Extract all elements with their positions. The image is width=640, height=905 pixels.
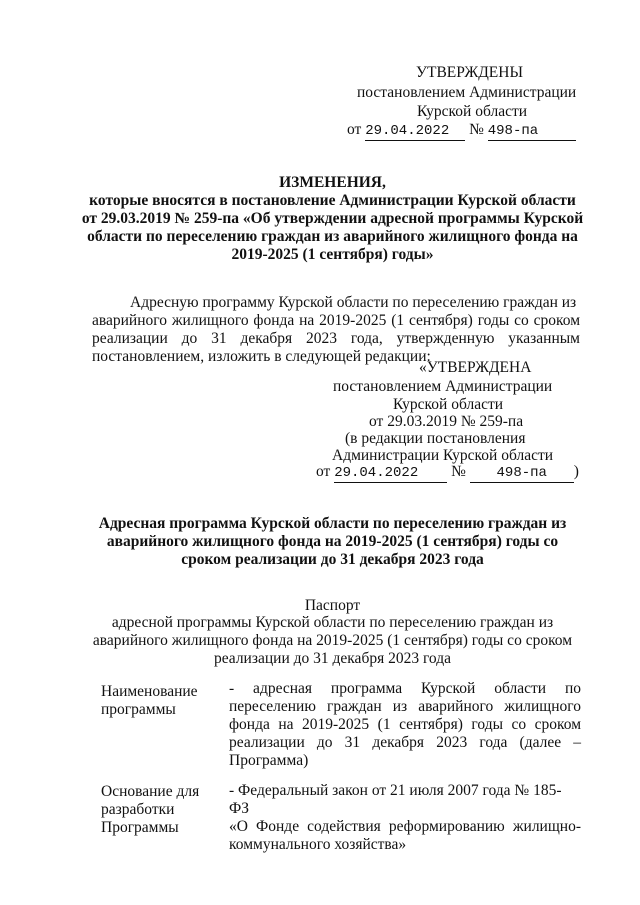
approval2-date-line (316, 463, 579, 483)
approval-from-label: от (347, 121, 362, 138)
approval-num-label: № (469, 121, 484, 138)
passport-subtitle-line: аварийного жилищного фонда на 2019-2025 (1 сентября) годы со сроком (92, 632, 573, 649)
approval-line-1: постановлением Администрации (357, 84, 577, 101)
changes-title: ИЗМЕНЕНИЯ, (279, 174, 386, 191)
passport-value-line: Программа) (229, 752, 309, 769)
passport-value-line: «О Фонде содействия реформированию жилищно- (229, 818, 581, 835)
approval2-from-label: от (316, 463, 331, 480)
approval2-line-3: от 29.03.2019 № 259-па (369, 413, 524, 430)
passport-title: Паспорт (304, 597, 361, 614)
passport-value-line: фонда на 2019-2025 (1 сентября) годы со сроком (229, 716, 581, 733)
changes-line: 2019-2025 (1 сентября) годы» (231, 246, 434, 263)
approval2-date: 29.04.2022 (334, 464, 447, 483)
passport-subtitle-line: реализации до 31 декабря 2023 года (213, 650, 451, 667)
approval2-num-label: № (451, 463, 466, 480)
approval2-line-4: (в редакции постановления (345, 430, 526, 447)
passport-row-2-label (101, 783, 199, 837)
approval2-title: «УТВЕРЖДЕНА (419, 359, 532, 376)
intro-paragraph (92, 294, 580, 366)
program-title-line: аварийного жилищного фонда на 2019-2025 (1 сентября) годы со (106, 533, 559, 550)
approval2-line-5: Администрации Курской области (332, 447, 554, 464)
changes-line: которые вносятся в постановление Администрации Курской области (89, 192, 576, 209)
intro-line: Адресную программу Курской области по переселению граждан из (130, 294, 577, 311)
approval2-line-1: постановлением Администрации (333, 378, 553, 395)
passport-row-1-label (101, 683, 198, 719)
passport-row-2-value (229, 782, 581, 854)
passport-label-line: Основание для (101, 783, 200, 800)
passport-label-line: Программы (101, 819, 179, 836)
approval2-line-2: Курской области (393, 396, 504, 413)
passport-subtitle (40, 614, 625, 668)
passport-row-1-value (229, 680, 581, 770)
changes-line: от 29.03.2019 № 259-па «Об утверждении адресной программы Курской (81, 210, 584, 227)
passport-value-line: коммунального хозяйства» (229, 836, 407, 853)
approval2-number: 498-па (470, 464, 574, 483)
changes-heading (40, 192, 625, 264)
program-title-line: Адресная программа Курской области по переселению граждан из (98, 515, 567, 532)
passport-value-line: - адресная программа Курской области по (229, 680, 581, 697)
passport-value-line: реализации до 31 декабря 2023 года (далее – (229, 734, 581, 751)
approval-line-2: Курской области (417, 103, 528, 120)
passport-label-line: программы (101, 701, 176, 718)
approval-date: 29.04.2022 (365, 122, 465, 141)
approval-number: 498-па (488, 122, 576, 141)
approval-date-line (347, 121, 576, 141)
passport-label-line: разработки (101, 801, 175, 818)
passport-subtitle-line: адресной программы Курской области по переселению граждан из (111, 614, 554, 631)
approval-title: УТВЕРЖДЕНЫ (416, 64, 523, 81)
passport-value-line: - Федеральный закон от 21 июля 2007 года № 185-ФЗ (229, 782, 562, 817)
program-title-line: сроком реализации до 31 декабря 2023 года (181, 551, 484, 568)
intro-line: аварийного жилищного фонда на 2019-2025 (1 сентября) годы со сроком (92, 312, 580, 329)
passport-label-line: Наименование (101, 683, 198, 700)
passport-value-line: переселению граждан из аварийного жилищного (229, 698, 581, 715)
approval2-close: ) (573, 463, 579, 480)
program-title (40, 515, 625, 569)
intro-line: реализации до 31 декабря 2023 года, утвержденную указанным (92, 330, 580, 347)
changes-line: области по переселению граждан из аварийного жилищного фонда на (87, 228, 578, 245)
intro-line: постановлением, изложить в следующей редакции: (92, 348, 431, 365)
